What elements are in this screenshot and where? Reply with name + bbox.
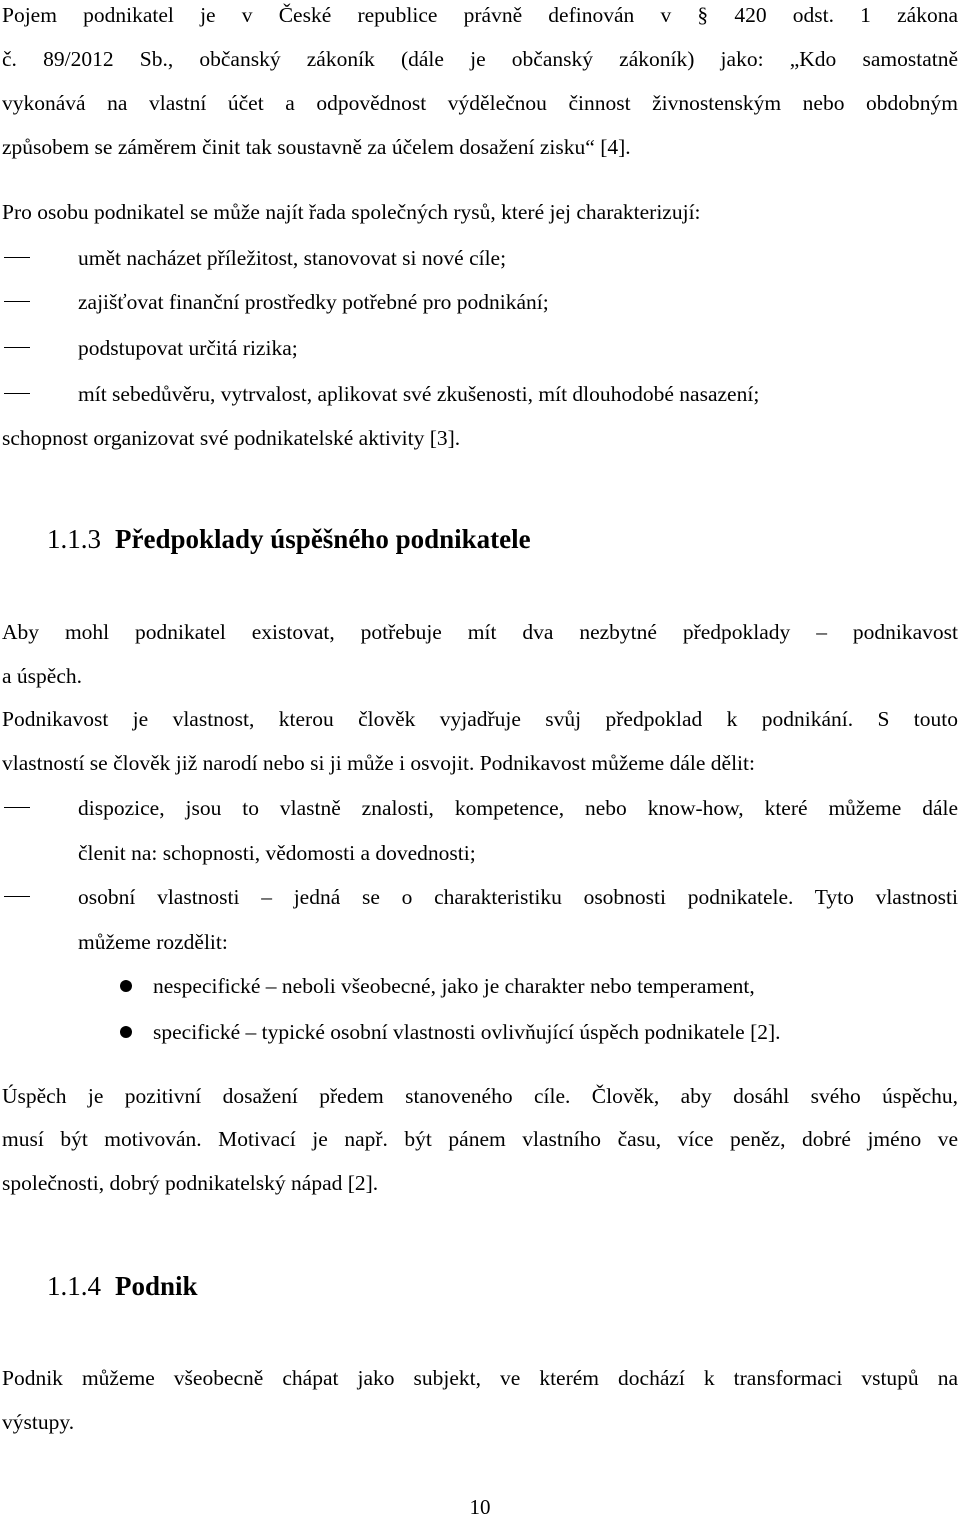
list-item-text: osobní vlastnosti – jedná se o charakteristiku osobnosti podnikatele. Tyto vlastnosti	[78, 885, 958, 909]
dash-bullet-icon	[4, 381, 30, 407]
list-item-text: členit na: schopnosti, vědomosti a dovednosti;	[78, 841, 476, 865]
text-line: vlastností se člověk již narodí nebo si ji může i osvojit. Podnikavost můžeme dále dělit:	[2, 751, 755, 775]
text-line: a úspěch.	[2, 664, 82, 688]
text-line: výstupy.	[2, 1410, 75, 1434]
list-item-text: specifické – typické osobní vlastnosti ovlivňující úspěch podnikatele [2].	[153, 1020, 781, 1044]
list-item-text: podstupovat určitá rizika;	[78, 336, 298, 360]
section-title: Předpoklady úspěšného podnikatele	[115, 524, 531, 554]
text-line: vykonává na vlastní účet a odpovědnost výdělečnou činnost živnostenským nebo obdobným	[2, 91, 958, 115]
list-item-text: můžeme rozdělit:	[78, 930, 228, 954]
text-line: Podnikavost je vlastnost, kterou člověk vyjadřuje svůj předpoklad k podnikání. S touto	[2, 707, 958, 731]
section-number: 1.1.3	[47, 524, 101, 554]
dash-bullet-icon	[4, 795, 30, 821]
text-line: schopnost organizovat své podnikatelské aktivity [3].	[2, 426, 461, 450]
section-title: Podnik	[115, 1271, 198, 1301]
list-item-text: dispozice, jsou to vlastně znalosti, kompetence, nebo know-how, které můžeme dále	[78, 796, 958, 820]
text-line: společnosti, dobrý podnikatelský nápad [2].	[2, 1171, 379, 1195]
text-line: Podnik můžeme všeobecně chápat jako subjekt, ve kterém dochází k transformaci vstupů na	[2, 1366, 958, 1390]
text-line: Úspěch je pozitivní dosažení předem stanoveného cíle. Člověk, aby dosáhl svého úspěchu,	[2, 1084, 958, 1108]
section-number: 1.1.4	[47, 1271, 101, 1301]
text-line: Aby mohl podnikatel existovat, potřebuje mít dva nezbytné předpoklady – podnikavost	[2, 620, 958, 644]
page-number: 10	[469, 1495, 491, 1519]
list-item-text: nespecifické – neboli všeobecné, jako je charakter nebo temperament,	[153, 974, 755, 998]
text-line: Pojem podnikatel je v České republice právně definován v § 420 odst. 1 zákona	[2, 3, 958, 27]
list-item-text: mít sebedůvěru, vytrvalost, aplikovat své zkušenosti, mít dlouhodobé nasazení;	[78, 382, 760, 406]
text-line: musí být motivován. Motivací je např. být pánem vlastního času, více peněz, dobré jméno ve	[2, 1127, 958, 1151]
text-line: č. 89/2012 Sb., občanský zákoník (dále je občanský zákoník) jako: „Kdo samostatně	[2, 47, 958, 71]
section-heading	[47, 523, 531, 555]
round-bullet-icon	[114, 973, 140, 999]
list-item-text: zajišťovat finanční prostředky potřebné pro podnikání;	[78, 290, 549, 314]
dash-bullet-icon	[4, 884, 30, 910]
dash-bullet-icon	[4, 245, 30, 271]
dash-bullet-icon	[4, 335, 30, 361]
dash-bullet-icon	[4, 289, 30, 315]
text-line: způsobem se záměrem činit tak soustavně za účelem dosažení zisku“ [4].	[2, 135, 631, 159]
round-bullet-icon	[114, 1019, 140, 1045]
text-line: Pro osobu podnikatel se může najít řada společných rysů, které jej charakterizují:	[2, 200, 701, 224]
section-heading	[47, 1270, 198, 1302]
list-item-text: umět nacházet příležitost, stanovovat si nové cíle;	[78, 246, 507, 270]
